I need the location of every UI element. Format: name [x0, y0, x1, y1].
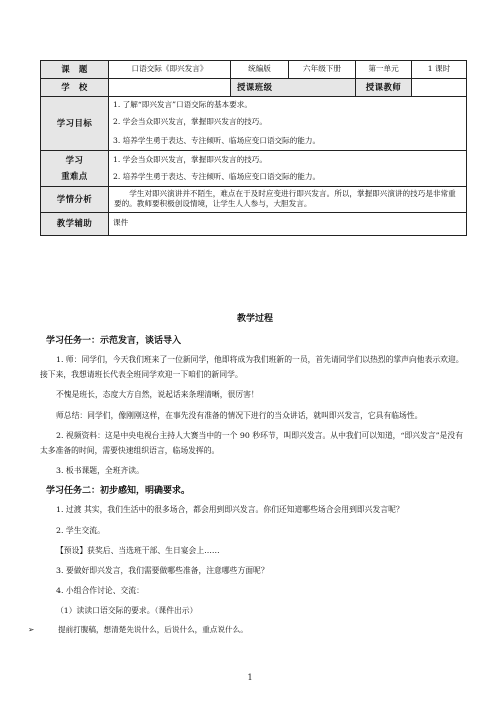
aids-row: [41, 212, 467, 235]
goal-item: 1. 了解“即兴发言”口语交际的基本要求。: [109, 97, 467, 113]
analysis-text: 学生对即兴演讲并不陌生，难点在于及时应变进行即兴发言。所以，掌握即兴演讲的技巧是非常重要的。教师要积极创设情境，让学生人人参与，大胆发言。: [114, 189, 456, 209]
keypoints-label-line2: 重难点: [61, 170, 88, 181]
task2-paragraph: 【预设】获奖后、当选班干部、生日宴会上……: [56, 545, 220, 555]
unit: 第一单元: [356, 61, 412, 79]
keypoints-label-line1: 学习: [65, 154, 84, 165]
goals-row: [41, 97, 467, 113]
task2-paragraph: 1. 过渡 其实，我们生活中的很多场合，都会用到即兴发言。你们还知道哪些场合会用到即兴发言呢？: [56, 505, 404, 515]
goal-item: 2. 学会当众即兴发言，掌握即兴发言的技巧。: [109, 113, 467, 132]
teacher-value: [412, 79, 467, 97]
teacher-label: 授课教师: [356, 79, 412, 97]
topic-label: 课 题: [41, 61, 109, 79]
goals-label: 学习目标: [41, 97, 109, 151]
class-label: 授课班级: [231, 79, 356, 97]
info-row-school: [41, 79, 467, 97]
grade: 六年级下册: [289, 61, 356, 79]
bullet-arrow-icon: ➢: [28, 624, 35, 634]
task2-heading: 学习任务二：初步感知，明确要求。: [46, 486, 191, 497]
school-value: [109, 79, 231, 97]
teaching-process: [28, 311, 470, 635]
analysis-cell: [109, 187, 467, 213]
lesson-title: 口语交际《即兴发言》: [109, 61, 231, 79]
keypoints-row: [41, 151, 467, 169]
task1-paragraph: 1. 师：同学们，今天我们班来了一位新同学，他即将成为我们班新的一员，首先请同学们以热烈的掌声向他表示欢迎。接下来，我想请班长代表全班同学欢迎一下咱们的新同学。: [40, 355, 464, 380]
info-row-topic: [41, 61, 467, 79]
goal-item: 3. 培养学生勇于表达、专注倾听、临场应变口语交际的能力。: [109, 132, 467, 151]
analysis-label: 学情分析: [41, 187, 109, 213]
task2-paragraph: 2. 学生交流。: [56, 525, 105, 535]
task1-paragraph: 不愧是班长，态度大方自然，说起话来条理清晰，很厉害！: [56, 390, 259, 400]
task2-paragraph: 3. 要做好即兴发言，我们需要做哪些准备，注意哪些方面呢？: [56, 566, 269, 576]
keypoint-item: 1. 学会当众即兴发言，掌握即兴发言的技巧。: [109, 151, 467, 169]
keypoint-item: 2. 培养学生勇于表达、专注倾听、临场应变口语交际的能力。: [109, 169, 467, 187]
task2-paragraph: （1）读读口语交际的要求。（课件出示）: [56, 606, 198, 616]
bullet-text: 提前打腹稿，想清楚先说什么，后说什么，重点说什么。: [58, 624, 248, 634]
bullet-item: [28, 624, 470, 635]
task1-paragraph: 3. 板书课题，全班齐读。: [56, 466, 144, 476]
task1-paragraph: 师总结：同学们，像刚刚这样，在事先没有准备的情况下进行的当众讲话，就叫即兴发言，它具有临场性。: [56, 410, 423, 420]
task1-heading: 学习任务一：示范发言，谈话导入: [46, 336, 182, 346]
process-title: 教学过程: [236, 314, 273, 324]
edition: 统编版: [231, 61, 289, 79]
school-label: 学 校: [41, 79, 109, 97]
task2-paragraph: 4. 小组合作讨论、交流：: [56, 586, 144, 596]
page-number: 1: [247, 673, 253, 682]
aids-value: 课件: [109, 212, 467, 235]
task1-paragraph: 2. 视频资料：这是中央电视台主持人大赛当中的一个 90 秒环节，叫即兴发言。从中我们可以知道，“即兴发言”是没有太多准备的时间，需要快速组织语言，临场发挥的。: [40, 430, 464, 456]
aids-label: 教学辅助: [41, 212, 109, 235]
hours: 1 课时: [412, 61, 467, 79]
analysis-row: [41, 187, 467, 213]
keypoints-label: [41, 151, 109, 187]
lesson-info-table: [40, 60, 467, 236]
